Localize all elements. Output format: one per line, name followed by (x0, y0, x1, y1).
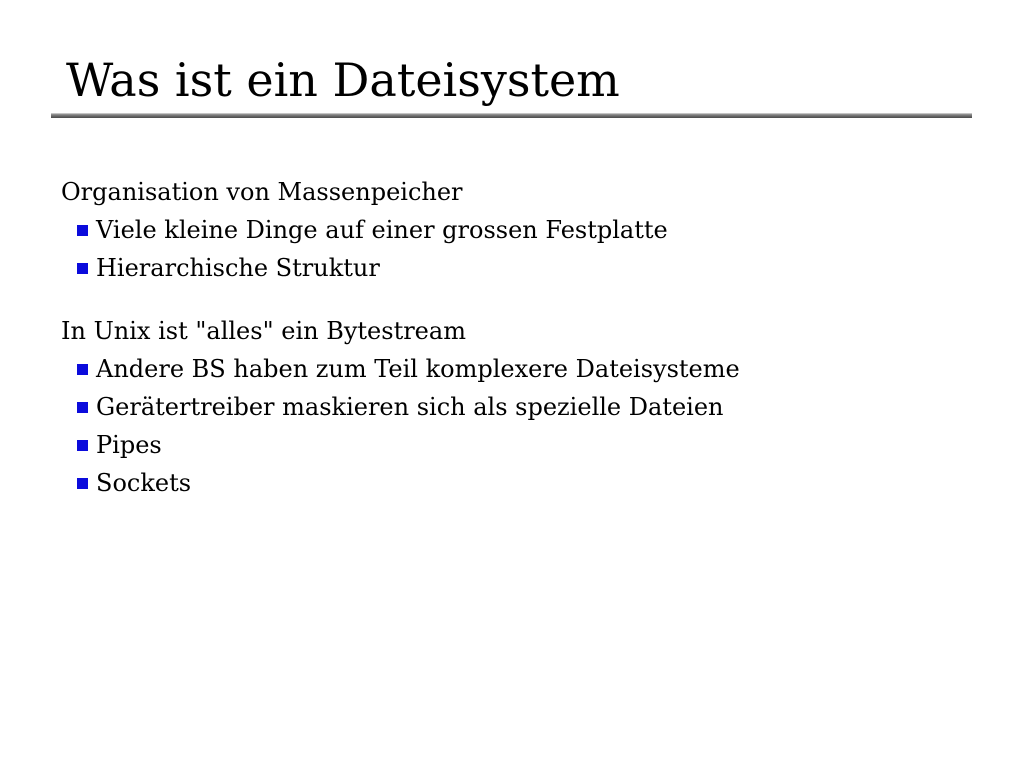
square-bullet-icon (77, 225, 88, 236)
bullet-item (61, 249, 981, 287)
square-bullet-icon (77, 263, 88, 274)
section-unix-bytestream (61, 313, 981, 502)
section-mass-storage (61, 174, 981, 287)
bullet-list (61, 211, 981, 287)
square-bullet-icon (77, 478, 88, 489)
bullet-text: Andere BS haben zum Teil komplexere Dateisysteme (96, 355, 740, 383)
bullet-list (61, 350, 981, 502)
square-bullet-icon (77, 402, 88, 413)
bullet-text: Sockets (96, 469, 192, 497)
section-heading: Organisation von Massenpeicher (61, 178, 463, 206)
square-bullet-icon (77, 364, 88, 375)
bullet-text: Pipes (96, 431, 162, 459)
bullet-item (61, 388, 981, 426)
slide-content (61, 174, 981, 528)
bullet-text: Gerätertreiber maskieren sich als spezielle Dateien (96, 393, 724, 421)
bullet-item (61, 350, 981, 388)
square-bullet-icon (77, 440, 88, 451)
bullet-text: Hierarchische Struktur (96, 254, 380, 282)
bullet-text: Viele kleine Dinge auf einer grossen Festplatte (96, 216, 668, 244)
bullet-item (61, 426, 981, 464)
bullet-item (61, 464, 981, 502)
slide-title: Was ist ein Dateisystem (66, 53, 620, 107)
bullet-item (61, 211, 981, 249)
section-heading: In Unix ist "alles" ein Bytestream (61, 317, 466, 345)
title-divider (51, 113, 972, 118)
